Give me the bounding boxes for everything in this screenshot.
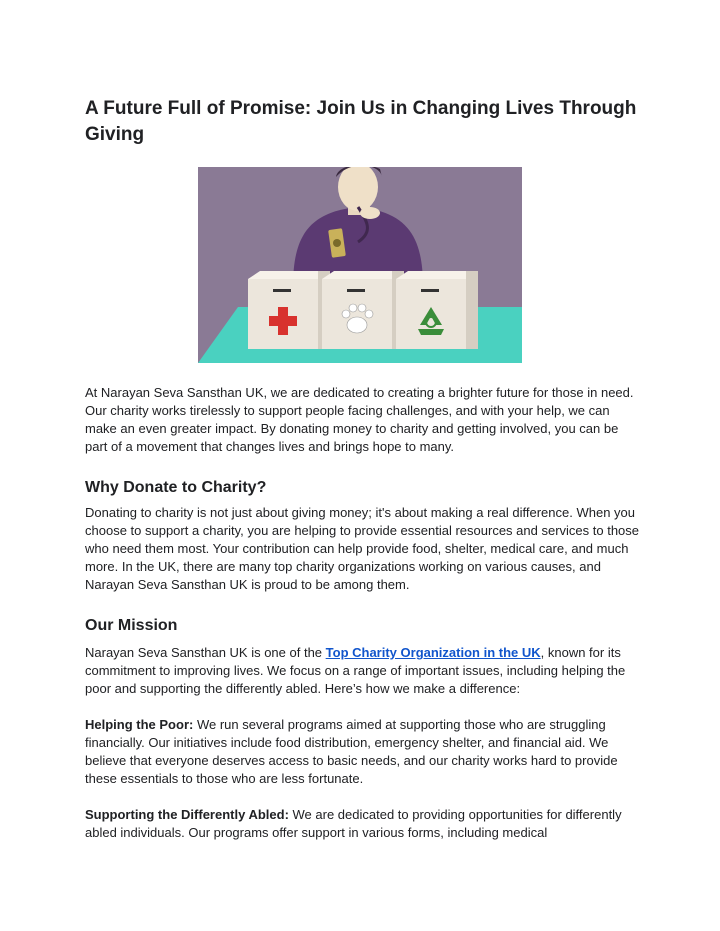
helping-poor-paragraph [85,716,640,788]
hero-illustration [198,167,522,363]
mission-text-before: Narayan Seva Sansthan UK is one of the [85,645,326,660]
why-donate-heading: Why Donate to Charity? [85,479,267,496]
helping-poor-text: We run several programs aimed at supporting those who are struggling financially. Our initiatives include food distribution, emergency shelter, and financial aid. We believe that everyone deserves access to basic needs, and our charity works hard to provide these essentials to those who are less fortunate. [85,717,618,786]
donation-box-medical [248,271,330,349]
our-mission-heading: Our Mission [85,617,178,634]
differently-abled-paragraph [85,806,640,842]
donation-box-environment [396,271,478,349]
intro-paragraph: At Narayan Seva Sansthan UK, we are dedicated to creating a brighter future for those in need. Our charity works tirelessly to support people facing challenges, and with your help, we can make an even greater impact. By donating money to charity and getting involved, you can be part of a movement that changes lives and brings hope to many. [85,385,634,454]
top-charity-link[interactable]: Top Charity Organization in the UK [325,645,541,660]
differently-abled-text: We are dedicated to providing opportunities for differently abled individuals. Our programs offer support in various forms, including medical [85,807,622,840]
donation-box-animal [322,271,404,349]
page-title: A Future Full of Promise: Join Us in Changing Lives Through Giving [85,98,637,145]
differently-abled-label: Supporting the Differently Abled: [85,807,289,822]
charity-boxes-illustration [198,167,522,363]
helping-poor-label: Helping the Poor: [85,717,194,732]
mission-text-after: , known for its commitment to improving lives. We focus on a range of important issues, including helping the poor and supporting the differently abled. Here’s how we make a difference: [85,645,626,696]
why-donate-paragraph: Donating to charity is not just about giving money; it's about making a real difference. When you choose to support a charity, you are helping to provide essential resources and services to those who need them most. Your contribution can help provide food, shelter, medical care, and much more. In the UK, there are many top charity organizations working on various causes, and Narayan Seva Sansthan UK is proud to be among them. [85,505,640,592]
mission-paragraph [85,644,640,698]
